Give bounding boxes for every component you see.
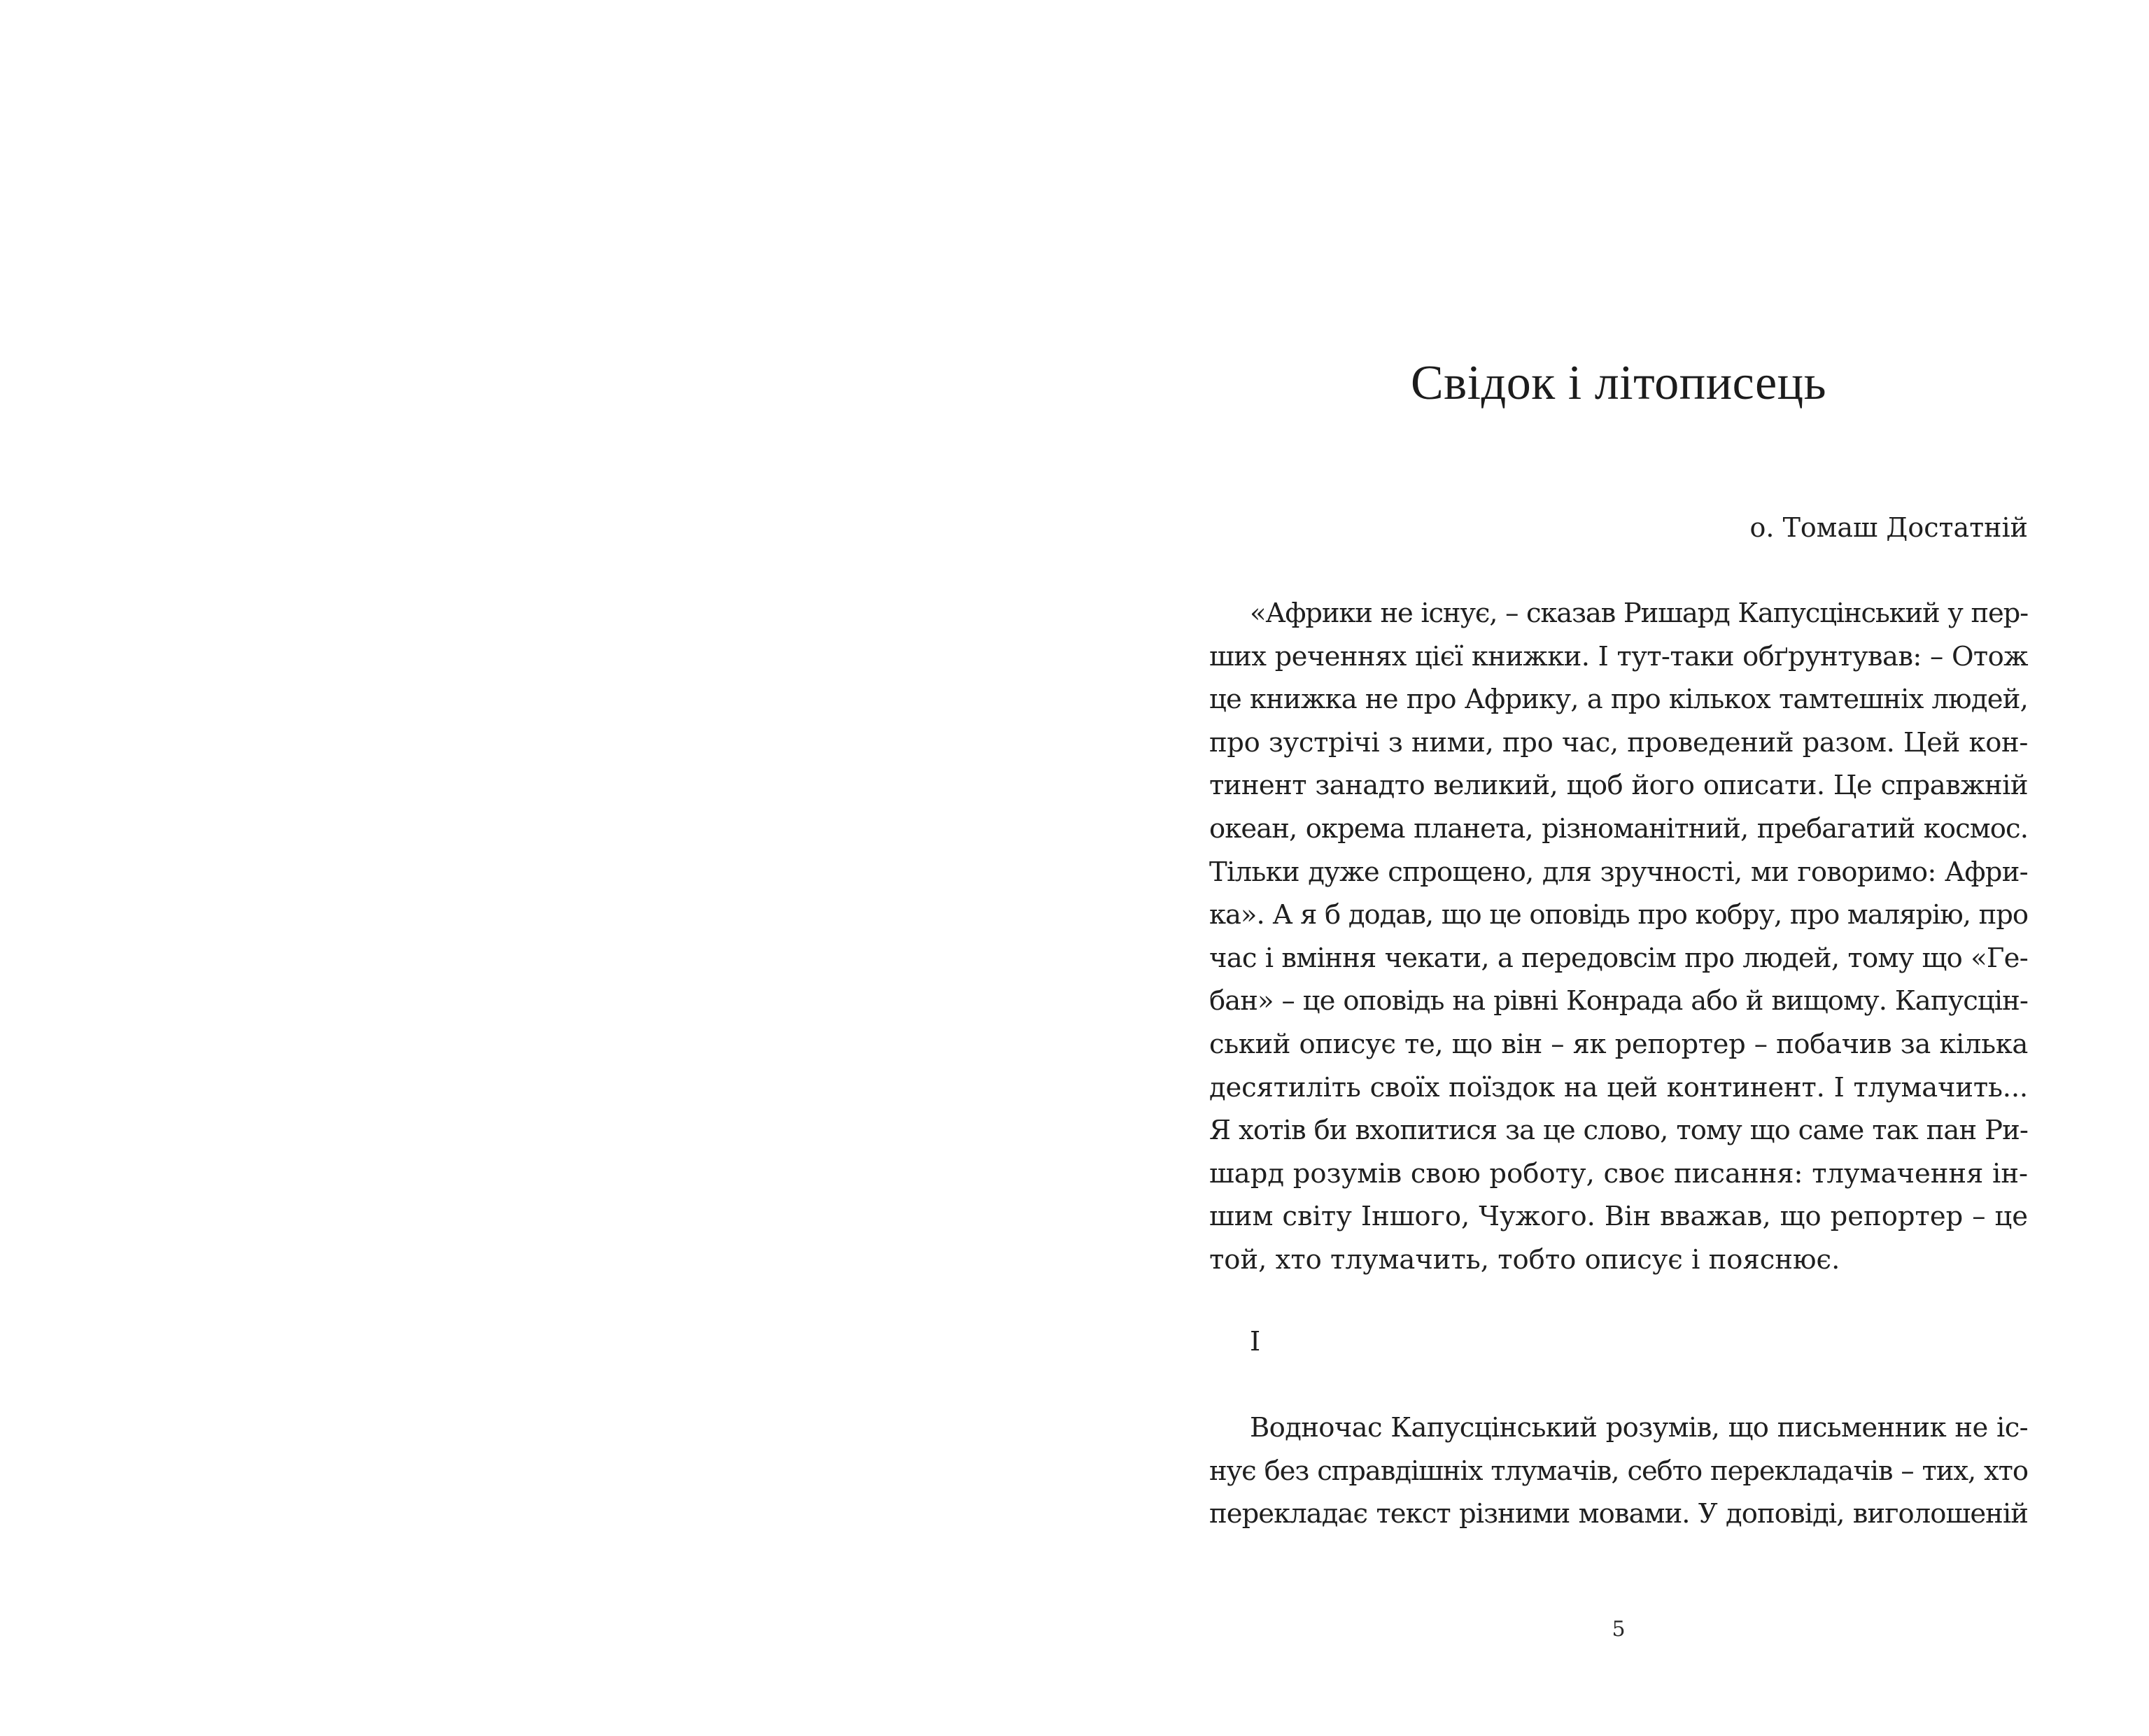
text-line: Водночас Капусцінський розумів, що письменник не іс- [1250, 1412, 2028, 1444]
text-line: Я хотів би вхопитися за це слово, тому що саме так пан Ри- [1209, 1115, 2028, 1147]
page-number: 5 [1612, 1617, 1626, 1642]
paragraph-section-one [1209, 1406, 2028, 1536]
text-line: ка». А я б додав, що це оповідь про кобру, про малярію, про [1209, 899, 2028, 931]
text-line: бан» – це оповідь на рівні Конрада або й вищому. Капусцін- [1209, 985, 2028, 1017]
text-line: про зустрічі з ними, про час, проведений разом. Цей кон- [1209, 726, 2028, 758]
text-line: час і вміння чекати, а передовсім про людей, тому що «Ге- [1209, 942, 2028, 974]
text-line: нує без справдішніх тлумачів, себто перекладачів – тих, хто [1209, 1455, 2028, 1487]
text-line: той, хто тлумачить, тобто описує і пояснює. [1209, 1243, 1840, 1276]
text-line: ших реченнях цієї книжки. І тут-таки обґрунтував: – Отож [1209, 640, 2028, 672]
text-line: шард розумів свою роботу, своє писання: тлумачення ін- [1209, 1157, 2028, 1190]
chapter-author: о. Томаш Достатній [1749, 512, 2028, 543]
text-line: десятиліть своїх поїздок на цей континент. І тлумачить... [1209, 1071, 2028, 1103]
text-line: «Африки не існує, – сказав Ришард Капусцінський у пер- [1250, 598, 2028, 629]
text-line: тинент занадто великий, щоб його описати. Це справжній [1209, 770, 2028, 802]
text-line: Тільки дуже спрощено, для зручності, ми говоримо: Афри- [1209, 856, 2028, 888]
section-number: I [1250, 1326, 1261, 1357]
left-page-blank [0, 0, 1074, 1736]
paragraph-intro [1209, 592, 2028, 1282]
text-line: ський описує те, що він – як репортер – побачив за кілька [1209, 1028, 2028, 1060]
text-line: океан, окрема планета, різноманітний, пребагатий космос. [1209, 812, 2028, 845]
text-line: перекладає текст різними мовами. У доповіді, виголошеній [1209, 1498, 2028, 1530]
text-line: це книжка не про Африку, а про кількох тамтешніх людей, [1209, 684, 2028, 716]
text-line: шим світу Іншого, Чужого. Він вважав, що репортер – це [1209, 1201, 2028, 1233]
chapter-title: Свідок і літописець [1410, 356, 1827, 410]
